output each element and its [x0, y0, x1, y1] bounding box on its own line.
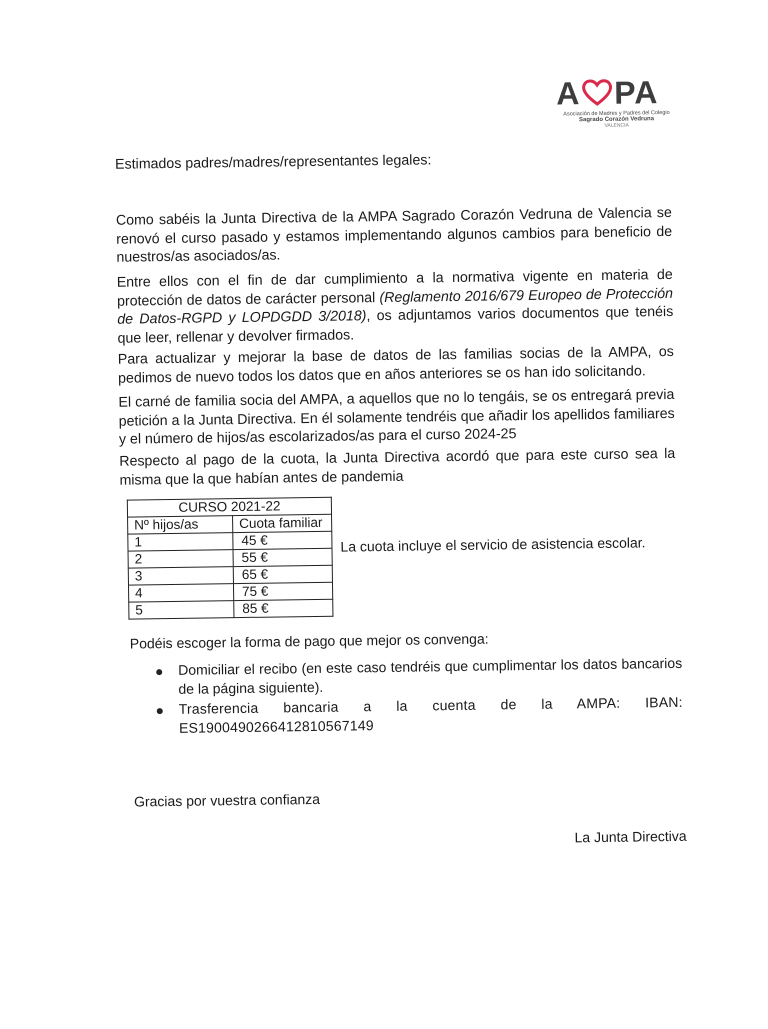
paragraph-proteccion-datos: [117, 266, 674, 348]
fee-hijos-cell: 3: [128, 567, 233, 585]
fee-cuota-cell: 45 €: [233, 531, 332, 549]
paragraph-base-datos: Para actualizar y mejorar la base de datos de las familias socias de la AMPA, os pedimos de nuevo todos los datos que en años anteriores se os han ido solicitando.: [117, 343, 674, 387]
ampa-logo: [550, 74, 671, 132]
list-item: [153, 693, 683, 737]
payment-option-domiciliar: Domiciliar el recibo (en este caso tendréis que cumplimentar los datos bancarios de la página siguiente).: [178, 654, 683, 697]
fee-hijos-cell: 5: [129, 601, 234, 619]
paragraph-carne: El carné de familia socia del AMPA, a aquellos que no lo tengáis, se os entregará previa petición a la Junta Directiva. En él solamente tendréis que añadir los apellidos familiares y el número de hijos/as escolarizados/as para el curso 2024-25: [118, 386, 675, 448]
fee-cuota-cell: 85 €: [234, 599, 333, 617]
fee-table-header-row: [128, 514, 332, 534]
logo-subtitle-3: VALENCIA: [604, 122, 629, 129]
logo-letter-a: A: [555, 75, 581, 112]
fee-table-col-hijos: Nº hijos/as: [128, 516, 233, 534]
signature: La Junta Directiva: [574, 827, 687, 846]
fee-cuota-cell: 75 €: [233, 582, 332, 600]
payment-options-list: [152, 654, 683, 739]
paragraph-cuota: Respecto al pago de la cuota, la Junta Directiva acordó que para este curso sea la misma que la que habían antes de pandemia: [119, 445, 676, 489]
bullet-icon: [157, 708, 163, 714]
greeting: Estimados padres/madres/representantes legales:: [115, 152, 432, 173]
logo-wordmark: [556, 74, 659, 112]
p2-text-b: , os adjuntamos varios documentos que tenéis que leer, rellenar y devolver firmados.: [117, 304, 674, 347]
paragraph-directiva: Como sabéis la Junta Directiva de la AMPA Sagrado Corazón Vedruna de Valencia se renovó el curso pasado y estamos implementando algunos cambios para beneficio de nuestros/as asociados/as.: [115, 204, 673, 266]
payment-intro: Podéis escoger la forma de pago que mejor os convenga:: [129, 630, 489, 652]
logo-subtitle-1: Asociación de Madres y Padres del Colegio: [563, 109, 670, 118]
fee-table-col-cuota: Cuota familiar: [233, 514, 332, 532]
fee-note: La cuota incluye el servicio de asistencia escolar.: [340, 534, 646, 555]
fee-hijos-cell: 1: [128, 533, 233, 551]
logo-subtitle-2: Sagrado Corazón Vedruna: [578, 116, 655, 124]
payment-option-transferencia: Trasferencia bancaria a la cuenta de la AMPA: IBAN: ES1900490266412810567149: [178, 693, 683, 736]
table-row: [129, 599, 333, 619]
p2-text-a: Entre ellos con el fin de dar cumplimiento a la normativa vigente en materia de protección de datos de carácter personal: [116, 266, 673, 310]
fee-cuota-cell: 55 €: [233, 548, 332, 566]
heart-icon: [580, 78, 614, 106]
list-item: [152, 654, 682, 698]
fee-table: [127, 497, 334, 620]
fee-cuota-cell: 65 €: [233, 565, 332, 583]
p2-regulation: (Reglamento 2016/679 Europeo de Protección de Datos-RGPD y LOPDGDD 3/2018): [117, 285, 674, 328]
fee-hijos-cell: 4: [128, 584, 233, 602]
logo-letters-pa: PA: [614, 74, 659, 111]
fee-hijos-cell: 2: [128, 550, 233, 568]
fee-table-title: CURSO 2021-22: [127, 497, 331, 517]
closing-thanks: Gracias por vuestra confianza: [133, 790, 321, 810]
bullet-icon: [156, 669, 162, 675]
